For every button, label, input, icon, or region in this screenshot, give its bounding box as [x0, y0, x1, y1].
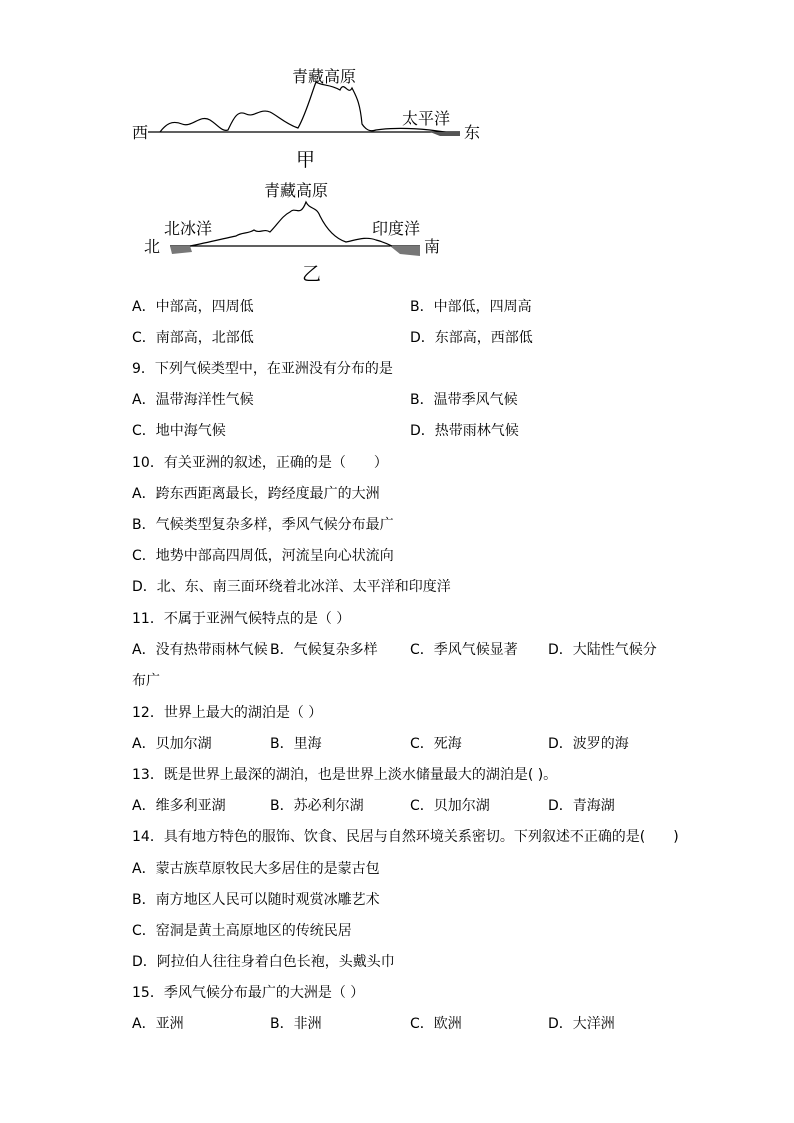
- q15-option-a[interactable]: A．亚洲: [132, 1016, 184, 1032]
- q11-option-d-continuation: 布广: [132, 673, 160, 689]
- q13-option-a[interactable]: A．维多利亚湖: [132, 798, 226, 814]
- q9-stem: 9．下列气候类型中，在亚洲没有分布的是: [132, 361, 393, 377]
- q12-stem: 12．世界上最大的湖泊是（ ）: [132, 705, 323, 721]
- q13-option-c[interactable]: C．贝加尔湖: [410, 798, 490, 814]
- q9-option-b[interactable]: B．温带季风气候: [410, 392, 518, 408]
- west-label: 西: [132, 123, 149, 142]
- q14-option-b[interactable]: B．南方地区人民可以随时观赏冰雕艺术: [132, 892, 380, 908]
- q11-option-a[interactable]: A．没有热带雨林气候: [132, 642, 268, 658]
- figure-caption: 甲: [296, 149, 316, 171]
- q10-option-a[interactable]: A．跨东西距离最长，跨经度最广的大洲: [132, 486, 380, 502]
- q10-option-d[interactable]: D．北、东、南三面环绕着北冰洋、太平洋和印度洋: [132, 579, 451, 595]
- q13-option-b[interactable]: B．苏必利尔湖: [270, 798, 364, 814]
- south-ocean-label: 印度洋: [372, 219, 421, 238]
- q8-option-c[interactable]: C．南部高，北部低: [132, 330, 254, 346]
- figure-caption: 乙: [302, 263, 322, 285]
- q14-option-c[interactable]: C．窑洞是黄土高原地区的传统民居: [132, 923, 352, 939]
- q11-option-b[interactable]: B．气候复杂多样: [270, 642, 378, 658]
- peak-label: 青藏高原: [264, 181, 329, 200]
- q12-option-b[interactable]: B．里海: [270, 736, 322, 752]
- q14-option-a[interactable]: A．蒙古族草原牧民大多居住的是蒙古包: [132, 861, 380, 877]
- peak-label: 青藏高原: [292, 67, 357, 86]
- north-label: 北: [144, 237, 161, 256]
- profile-figure-jia: [130, 62, 490, 172]
- q9-option-d[interactable]: D．热带雨林气候: [410, 423, 519, 439]
- profile-figure-yi: [130, 176, 490, 288]
- q13-stem: 13．既是世界上最深的湖泊，也是世界上淡水储量最大的湖泊是( )。: [132, 767, 558, 783]
- profile-diagram-north-south: [130, 176, 490, 288]
- q14-option-d[interactable]: D．阿拉伯人往往身着白色长袍，头戴头巾: [132, 954, 395, 970]
- q8-option-d[interactable]: D．东部高，西部低: [410, 330, 533, 346]
- q8-option-a[interactable]: A．中部高，四周低: [132, 299, 254, 315]
- q10-option-b[interactable]: B．气候类型复杂多样，季风气候分布最广: [132, 517, 394, 533]
- east-label: 东: [464, 123, 481, 142]
- q9-option-c[interactable]: C．地中海气候: [132, 423, 226, 439]
- q8-option-b[interactable]: B．中部低，四周高: [410, 299, 532, 315]
- q10-option-c[interactable]: C．地势中部高四周低，河流呈向心状流向: [132, 548, 394, 564]
- q15-option-b[interactable]: B．非洲: [270, 1016, 322, 1032]
- q11-stem: 11．不属于亚洲气候特点的是（ ）: [132, 611, 351, 627]
- q13-option-d[interactable]: D．青海湖: [548, 798, 615, 814]
- q11-option-d[interactable]: D．大陆性气候分: [548, 642, 657, 658]
- ocean-label: 太平洋: [402, 109, 451, 128]
- q12-option-a[interactable]: A．贝加尔湖: [132, 736, 212, 752]
- q15-stem: 15．季风气候分布最广的大洲是（ ）: [132, 985, 365, 1001]
- q10-stem: 10．有关亚洲的叙述，正确的是（ ）: [132, 455, 388, 471]
- q15-option-c[interactable]: C．欧洲: [410, 1016, 462, 1032]
- south-label: 南: [424, 237, 441, 256]
- q11-option-c[interactable]: C．季风气候显著: [410, 642, 518, 658]
- profile-diagram-west-east: [130, 62, 490, 172]
- q9-option-a[interactable]: A．温带海洋性气候: [132, 392, 254, 408]
- q12-option-d[interactable]: D．波罗的海: [548, 736, 629, 752]
- q14-stem: 14．具有地方特色的服饰、饮食、民居与自然环境关系密切。下列叙述不正确的是( ): [132, 829, 679, 845]
- q12-option-c[interactable]: C．死海: [410, 736, 462, 752]
- north-ocean-label: 北冰洋: [164, 219, 213, 238]
- q15-option-d[interactable]: D．大洋洲: [548, 1016, 615, 1032]
